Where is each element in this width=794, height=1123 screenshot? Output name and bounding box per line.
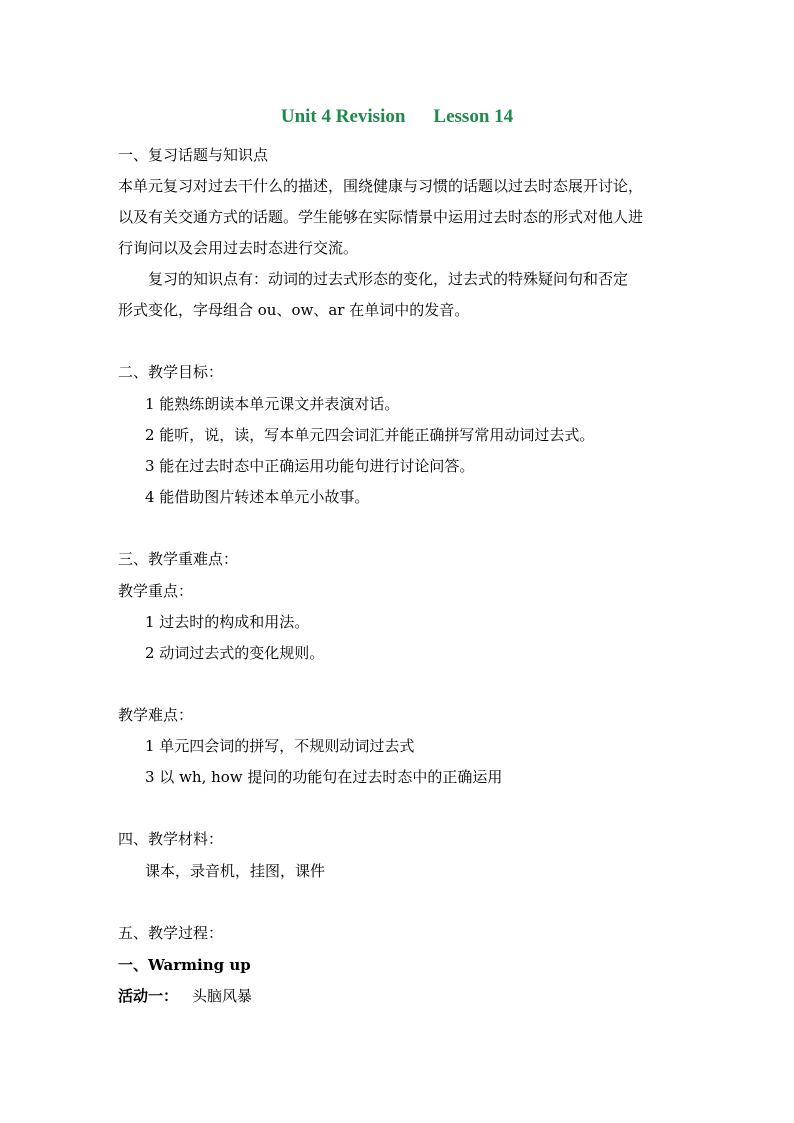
section5-heading: 五、教学过程：: [118, 924, 224, 942]
section1-para1-line1: 本单元复习对过去干什么的描述，围绕健康与习惯的话题以过去时态展开讨论，: [118, 177, 644, 195]
activity-text: 头脑风暴: [192, 987, 253, 1005]
section2-item-3: 3 能在过去时态中正确运用功能句进行讨论问答。: [145, 457, 475, 475]
section1-para1-line2: 以及有关交通方式的话题。学生能够在实际情景中运用过去时态的形式对他人进: [118, 208, 644, 226]
section1-para1-line3: 行询问以及会用过去时态进行交流。: [118, 239, 359, 257]
page-title: [0, 106, 794, 128]
difficult-points-heading: 教学难点：: [118, 706, 194, 724]
title-unit: Unit 4 Revision: [280, 106, 406, 127]
difficult-point-1: 1 单元四会词的拼写，不规则动词过去式: [145, 737, 415, 755]
section2-item-4: 4 能借助图片转述本单元小故事。: [145, 488, 370, 506]
key-point-2: 2 动词过去式的变化规则。: [145, 644, 325, 662]
section1-heading: 一、复习话题与知识点: [118, 146, 269, 164]
key-points-heading: 教学重点：: [118, 582, 194, 600]
section3-heading: 三、教学重难点：: [118, 550, 239, 568]
materials-text: 课本，录音机，挂图，课件: [145, 862, 326, 880]
title-lesson: Lesson 14: [433, 106, 514, 127]
section1-para2-line2: 形式变化，字母组合 ou、ow、ar 在单词中的发音。: [118, 301, 470, 319]
key-point-1: 1 过去时的构成和用法。: [145, 613, 310, 631]
difficult-point-2: 3 以 wh, how 提问的功能句在过去时态中的正确运用: [145, 768, 503, 786]
warming-up-heading: 一、Warming up: [118, 956, 251, 974]
section4-heading: 四、教学材料：: [118, 830, 224, 848]
activity-label: 活动一：: [118, 987, 179, 1005]
section2-item-1: 1 能熟练朗读本单元课文并表演对话。: [145, 395, 400, 413]
activity-line: [118, 986, 252, 1006]
section2-heading: 二、教学目标：: [118, 363, 224, 381]
section1-para2-line1: 复习的知识点有：动词的过去式形态的变化，过去式的特殊疑问句和否定: [148, 270, 629, 288]
section2-item-2: 2 能听，说，读，写本单元四会词汇并能正确拼写常用动词过去式。: [145, 426, 595, 444]
